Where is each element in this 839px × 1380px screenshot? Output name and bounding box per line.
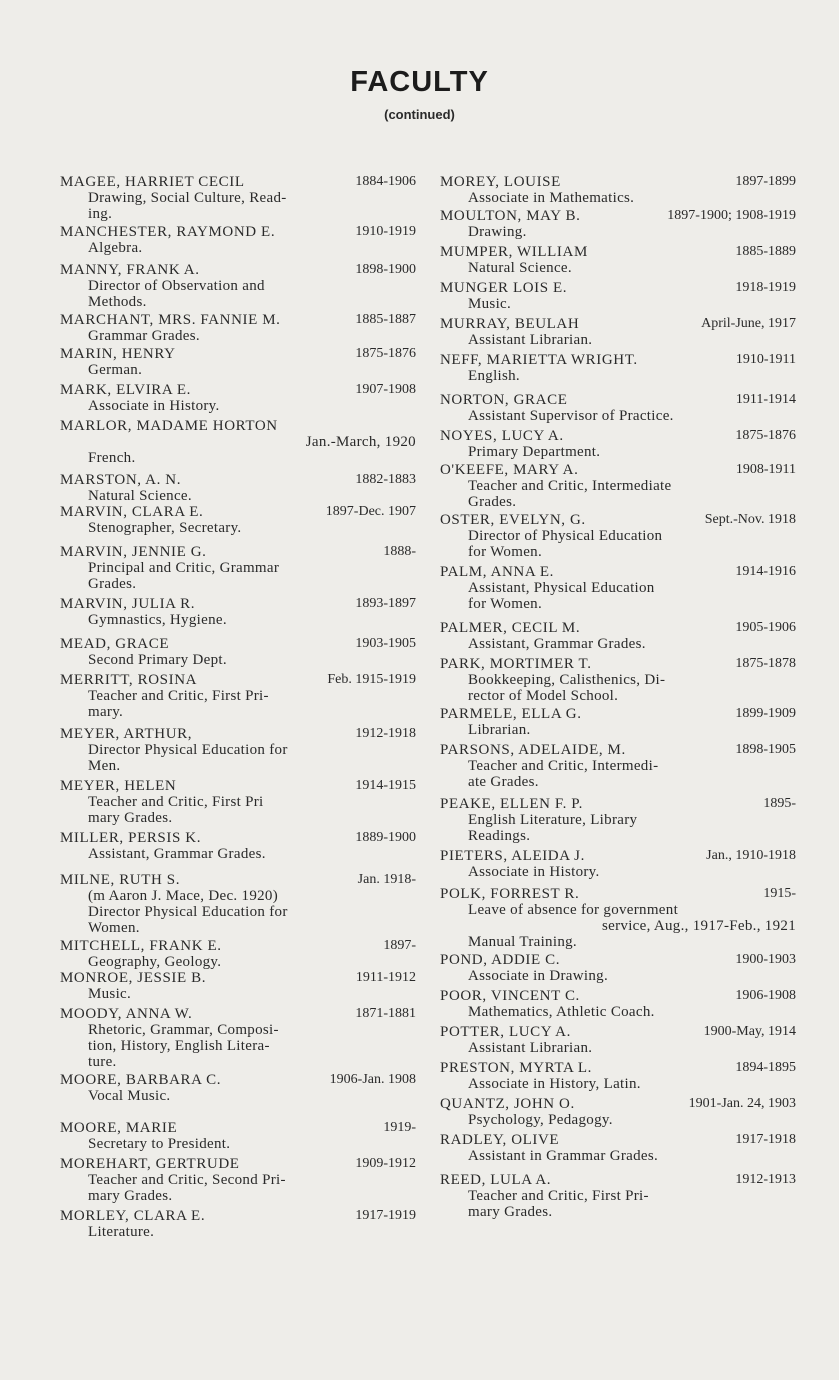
service-dates: 1909-1912	[355, 1156, 416, 1171]
service-dates: 1906-1908	[735, 988, 796, 1003]
service-dates: 1897-1900; 1908-1919	[667, 208, 796, 223]
entry-description-line: Women.	[88, 920, 140, 936]
faculty-name: MARVIN, JULIA R.	[60, 596, 196, 612]
page-title: FACULTY	[350, 66, 489, 98]
service-dates: 1903-1905	[355, 636, 416, 651]
faculty-name: MARK, ELVIRA E.	[60, 382, 191, 398]
entry-heading	[60, 1208, 416, 1224]
entry-description-line: Teacher and Critic, First Pri-	[468, 1188, 649, 1204]
entry-description-line: ing.	[88, 206, 113, 222]
faculty-entry	[60, 938, 416, 970]
faculty-entry	[440, 564, 796, 612]
faculty-entry	[440, 848, 796, 880]
entry-description-line: Assistant, Grammar Grades.	[88, 846, 266, 862]
faculty-entry	[440, 1024, 796, 1056]
entry-description-line: Grades.	[468, 494, 517, 510]
entry-description-line: mary Grades.	[88, 1188, 173, 1204]
faculty-entry	[60, 636, 416, 668]
entry-description-line: mary Grades.	[468, 1204, 553, 1220]
service-dates: 1899-1909	[735, 706, 796, 721]
entry-description-line: Gymnastics, Hygiene.	[88, 612, 227, 628]
faculty-name: MANCHESTER, RAYMOND E.	[60, 224, 276, 240]
entry-heading	[440, 1060, 796, 1076]
faculty-entry	[440, 208, 796, 240]
faculty-entry	[440, 392, 796, 424]
entry-heading	[60, 504, 416, 520]
entry-heading	[440, 952, 796, 968]
faculty-name: POTTER, LUCY A.	[440, 1024, 571, 1040]
entry-heading	[440, 620, 796, 636]
entry-description-line: Assistant Librarian.	[468, 1040, 593, 1056]
entry-description-line: Director Physical Education for	[88, 904, 288, 920]
service-dates: 1889-1900	[355, 830, 416, 845]
faculty-name: MARSTON, A. N.	[60, 472, 182, 488]
entry-description-line: Jan.-March, 1920	[305, 434, 416, 450]
service-dates: 1917-1919	[355, 1208, 416, 1223]
service-dates: 1882-1883	[355, 472, 416, 487]
faculty-name: QUANTZ, JOHN O.	[440, 1096, 575, 1112]
entry-description-line: Second Primary Dept.	[88, 652, 227, 668]
service-dates: 1871-1881	[355, 1006, 416, 1021]
entry-description-line: Associate in Mathematics.	[468, 190, 635, 206]
faculty-entry	[60, 382, 416, 414]
entry-heading	[60, 544, 416, 560]
service-dates: 1898-1905	[735, 742, 796, 757]
faculty-name: MARVIN, CLARA E.	[60, 504, 204, 520]
service-dates: 1917-1918	[735, 1132, 796, 1147]
service-dates: 1875-1876	[735, 428, 796, 443]
faculty-name: PARMELE, ELLA G.	[440, 706, 582, 722]
entry-heading	[60, 872, 416, 888]
service-dates: 1911-1914	[735, 392, 796, 407]
entry-description-line: Literature.	[88, 1224, 155, 1240]
page-subtitle: (continued)	[384, 107, 455, 122]
entry-heading	[440, 280, 796, 296]
faculty-entry	[60, 472, 416, 504]
faculty-entry	[440, 796, 796, 844]
entry-heading	[440, 656, 796, 672]
faculty-name: MUMPER, WILLIAM	[440, 244, 588, 260]
entry-heading	[60, 1072, 416, 1088]
service-dates: 1900-1903	[735, 952, 796, 967]
faculty-name: PIETERS, ALEIDA J.	[440, 848, 585, 864]
entry-description-line: Methods.	[88, 294, 147, 310]
faculty-name: MOODY, ANNA W.	[60, 1006, 193, 1022]
service-dates: 1914-1915	[355, 778, 416, 793]
entry-heading	[60, 636, 416, 652]
entry-heading	[60, 672, 416, 688]
faculty-name: OSTER, EVELYN, G.	[440, 512, 586, 528]
faculty-name: MAGEE, HARRIET CECIL	[60, 174, 245, 190]
entry-heading	[440, 742, 796, 758]
faculty-entry	[440, 1132, 796, 1164]
faculty-entry	[60, 312, 416, 344]
service-dates: Jan. 1918-	[357, 872, 416, 887]
entry-heading	[60, 346, 416, 362]
entry-description-line: Secretary to President.	[88, 1136, 231, 1152]
entry-description-line: Music.	[468, 296, 512, 312]
entry-description-line: German.	[88, 362, 143, 378]
entry-description-line: Stenographer, Secretary.	[88, 520, 242, 536]
faculty-entry	[60, 1156, 416, 1204]
entry-description-line: Drawing, Social Culture, Read-	[88, 190, 287, 206]
service-dates: 1901-Jan. 24, 1903	[688, 1096, 796, 1111]
faculty-entry	[60, 778, 416, 826]
entry-description-line: Leave of absence for government	[468, 902, 679, 918]
service-dates: 1897-	[383, 938, 416, 953]
entry-heading	[60, 1006, 416, 1022]
entry-description-line: service, Aug., 1917-Feb., 1921	[602, 918, 796, 934]
service-dates: 1910-1919	[355, 224, 416, 239]
entry-description-line: ate Grades.	[468, 774, 539, 790]
faculty-name: MILLER, PERSIS K.	[60, 830, 202, 846]
entry-description-line: English.	[468, 368, 520, 384]
faculty-entry	[60, 726, 416, 774]
entry-heading	[440, 1172, 796, 1188]
entry-description-line: Associate in History.	[88, 398, 220, 414]
entry-description-line: Teacher and Critic, First Pri-	[88, 688, 269, 704]
entry-heading	[440, 706, 796, 722]
entry-description-line: rector of Model School.	[468, 688, 619, 704]
service-dates: 1888-	[383, 544, 416, 559]
entry-heading	[60, 1156, 416, 1172]
entry-description-line: Algebra.	[88, 240, 143, 256]
faculty-name: POLK, FORREST R.	[440, 886, 580, 902]
faculty-entry	[60, 1208, 416, 1240]
entry-description-line: mary.	[88, 704, 124, 720]
entry-heading	[440, 316, 796, 332]
entry-description-line: Natural Science.	[88, 488, 192, 504]
entry-description-line: Librarian.	[468, 722, 531, 738]
faculty-name: MORLEY, CLARA E.	[60, 1208, 206, 1224]
faculty-entry	[440, 462, 796, 510]
service-dates: 1894-1895	[735, 1060, 796, 1075]
entry-description-line: Natural Science.	[468, 260, 572, 276]
faculty-entry	[60, 504, 416, 536]
service-dates: 1908-1911	[735, 462, 796, 477]
faculty-entry	[60, 970, 416, 1002]
entry-heading	[440, 392, 796, 408]
service-dates: 1898-1900	[355, 262, 416, 277]
faculty-name: REED, LULA A.	[440, 1172, 552, 1188]
entry-heading	[440, 848, 796, 864]
faculty-entry	[60, 262, 416, 310]
faculty-name: PARK, MORTIMER T.	[440, 656, 592, 672]
faculty-entry	[440, 352, 796, 384]
service-dates: 1897-1899	[735, 174, 796, 189]
faculty-entry	[440, 742, 796, 790]
entry-heading	[60, 726, 416, 742]
faculty-name: MEYER, ARTHUR,	[60, 726, 193, 742]
entry-heading	[440, 244, 796, 260]
entry-heading	[60, 174, 416, 190]
entry-heading	[440, 208, 796, 224]
service-dates: 1897-Dec. 1907	[325, 504, 416, 519]
faculty-entry	[440, 1172, 796, 1220]
entry-description-line: Director of Physical Education	[468, 528, 663, 544]
faculty-entry	[440, 280, 796, 312]
service-dates: 1910-1911	[735, 352, 796, 367]
entry-description-line: Rhetoric, Grammar, Composi-	[88, 1022, 279, 1038]
faculty-name: POOR, VINCENT C.	[440, 988, 580, 1004]
faculty-entry	[60, 1120, 416, 1152]
entry-description-line: Mathematics, Athletic Coach.	[468, 1004, 655, 1020]
faculty-name: NEFF, MARIETTA WRIGHT.	[440, 352, 638, 368]
faculty-entry	[440, 512, 796, 560]
faculty-name: MONROE, JESSIE B.	[60, 970, 207, 986]
entry-description-line: Bookkeeping, Calisthenics, Di-	[468, 672, 666, 688]
service-dates: 1918-1919	[735, 280, 796, 295]
entry-description-line: Teacher and Critic, First Pri	[88, 794, 264, 810]
entry-heading	[440, 988, 796, 1004]
faculty-entry	[440, 988, 796, 1020]
faculty-entry	[440, 1060, 796, 1092]
faculty-name: PARSONS, ADELAIDE, M.	[440, 742, 626, 758]
faculty-entry	[60, 1006, 416, 1070]
entry-description-line: Grammar Grades.	[88, 328, 200, 344]
entry-heading	[440, 174, 796, 190]
entry-description-line: Assistant Librarian.	[468, 332, 593, 348]
entry-heading	[440, 1132, 796, 1148]
faculty-name: MARVIN, JENNIE G.	[60, 544, 207, 560]
entry-description-line: Director of Observation and	[88, 278, 265, 294]
faculty-name: MARLOR, MADAME HORTON	[60, 418, 278, 434]
faculty-entry	[440, 886, 796, 950]
service-dates: Feb. 1915-1919	[327, 672, 416, 687]
entry-description-line: Music.	[88, 986, 132, 1002]
faculty-entry	[60, 418, 416, 466]
faculty-entry	[60, 596, 416, 628]
faculty-entry	[440, 244, 796, 276]
service-dates: 1875-1878	[735, 656, 796, 671]
entry-description-line: Teacher and Critic, Second Pri-	[88, 1172, 286, 1188]
faculty-name: MITCHELL, FRANK E.	[60, 938, 222, 954]
entry-description-line: Drawing.	[468, 224, 527, 240]
entry-description-line: Grades.	[88, 576, 137, 592]
service-dates: 1900-May, 1914	[703, 1024, 796, 1039]
faculty-name: PALM, ANNA E.	[440, 564, 554, 580]
service-dates: 1919-	[383, 1120, 416, 1135]
entry-description-line: Associate in History, Latin.	[468, 1076, 641, 1092]
service-dates: Sept.-Nov. 1918	[704, 512, 796, 527]
faculty-entry	[440, 428, 796, 460]
faculty-name: MUNGER LOIS E.	[440, 280, 568, 296]
entry-heading	[440, 564, 796, 580]
service-dates: 1885-1889	[735, 244, 796, 259]
entry-description-line: for Women.	[468, 544, 543, 560]
faculty-entry	[60, 830, 416, 862]
service-dates: April-June, 1917	[701, 316, 796, 331]
faculty-name: MEYER, HELEN	[60, 778, 177, 794]
faculty-name: O'KEEFE, MARY A.	[440, 462, 579, 478]
faculty-entry	[440, 952, 796, 984]
entry-heading	[60, 382, 416, 398]
faculty-name: MILNE, RUTH S.	[60, 872, 181, 888]
entry-description-line: Men.	[88, 758, 121, 774]
service-dates: 1912-1913	[735, 1172, 796, 1187]
entry-description-line: English Literature, Library	[468, 812, 638, 828]
entry-heading	[60, 970, 416, 986]
faculty-name: MURRAY, BEULAH	[440, 316, 580, 332]
faculty-entry	[440, 706, 796, 738]
entry-description-line: Principal and Critic, Grammar	[88, 560, 280, 576]
entry-description-line: (m Aaron J. Mace, Dec. 1920)	[88, 888, 279, 904]
faculty-entry	[60, 224, 416, 256]
entry-description-line: Primary Department.	[468, 444, 601, 460]
faculty-entry	[440, 656, 796, 704]
entry-description-line: Assistant, Physical Education	[468, 580, 655, 596]
entry-heading	[440, 1024, 796, 1040]
service-dates: 1875-1876	[355, 346, 416, 361]
faculty-entry	[60, 346, 416, 378]
entry-description-line: Geography, Geology.	[88, 954, 222, 970]
service-dates: 1907-1908	[355, 382, 416, 397]
service-dates: 1906-Jan. 1908	[329, 1072, 416, 1087]
faculty-name: PEAKE, ELLEN F. P.	[440, 796, 583, 812]
entry-heading	[60, 312, 416, 328]
entry-heading	[60, 224, 416, 240]
faculty-name: MOREHART, GERTRUDE	[60, 1156, 240, 1172]
entry-heading	[60, 830, 416, 846]
faculty-name: MANNY, FRANK A.	[60, 262, 200, 278]
entry-description-line: tion, History, English Litera-	[88, 1038, 270, 1054]
entry-heading	[60, 938, 416, 954]
faculty-name: PALMER, CECIL M.	[440, 620, 581, 636]
service-dates: 1884-1906	[355, 174, 416, 189]
faculty-entry	[60, 672, 416, 720]
entry-description-line: ture.	[88, 1054, 117, 1070]
entry-description-line: French.	[88, 450, 136, 466]
entry-description-line: Associate in Drawing.	[468, 968, 609, 984]
service-dates: 1893-1897	[355, 596, 416, 611]
entry-description-line: Psychology, Pedagogy.	[468, 1112, 613, 1128]
service-dates: 1895-	[763, 796, 796, 811]
faculty-entry	[60, 1072, 416, 1104]
faculty-name: NOYES, LUCY A.	[440, 428, 564, 444]
faculty-entry	[440, 620, 796, 652]
service-dates: 1911-1912	[355, 970, 416, 985]
faculty-name: RADLEY, OLIVE	[440, 1132, 560, 1148]
entry-description-line: Readings.	[468, 828, 531, 844]
entry-heading	[440, 796, 796, 812]
service-dates: 1912-1918	[355, 726, 416, 741]
entry-description-line: Assistant in Grammar Grades.	[468, 1148, 659, 1164]
entry-heading	[60, 262, 416, 278]
faculty-name: NORTON, GRACE	[440, 392, 568, 408]
faculty-name: MEAD, GRACE	[60, 636, 170, 652]
faculty-name: MARCHANT, MRS. FANNIE M.	[60, 312, 281, 328]
faculty-entry	[60, 174, 416, 222]
faculty-entry	[60, 872, 416, 936]
entry-heading	[60, 1120, 416, 1136]
entry-heading	[440, 462, 796, 478]
entry-heading	[440, 512, 796, 528]
faculty-name: PRESTON, MYRTA L.	[440, 1060, 593, 1076]
entry-heading	[60, 472, 416, 488]
faculty-name: MOREY, LOUISE	[440, 174, 561, 190]
entry-description-line: Vocal Music.	[88, 1088, 171, 1104]
faculty-name: MERRITT, ROSINA	[60, 672, 198, 688]
entry-description-line: Assistant Supervisor of Practice.	[468, 408, 674, 424]
service-dates: 1905-1906	[735, 620, 796, 635]
entry-description-line: Teacher and Critic, Intermedi-	[468, 758, 659, 774]
entry-description-line: Assistant, Grammar Grades.	[468, 636, 646, 652]
faculty-entry	[440, 1096, 796, 1128]
entry-description-line: Director Physical Education for	[88, 742, 288, 758]
entry-heading	[440, 352, 796, 368]
entry-heading	[440, 1096, 796, 1112]
faculty-name: MOULTON, MAY B.	[440, 208, 581, 224]
entry-heading	[60, 596, 416, 612]
entry-description-line: for Women.	[468, 596, 543, 612]
entry-heading	[440, 886, 796, 902]
faculty-name: MOORE, BARBARA C.	[60, 1072, 222, 1088]
faculty-name: POND, ADDIE C.	[440, 952, 561, 968]
entry-description-line: Associate in History.	[468, 864, 600, 880]
entry-description-line: mary Grades.	[88, 810, 173, 826]
entry-description-line: Manual Training.	[468, 934, 577, 950]
entry-description-line: Teacher and Critic, Intermediate	[468, 478, 672, 494]
entry-heading	[60, 418, 416, 434]
faculty-name: MARIN, HENRY	[60, 346, 176, 362]
faculty-entry	[440, 174, 796, 206]
service-dates: 1885-1887	[355, 312, 416, 327]
faculty-entry	[60, 544, 416, 592]
service-dates: 1915-	[763, 886, 796, 901]
entry-heading	[60, 778, 416, 794]
faculty-entry	[440, 316, 796, 348]
service-dates: 1914-1916	[735, 564, 796, 579]
service-dates: Jan., 1910-1918	[706, 848, 796, 863]
entry-heading	[440, 428, 796, 444]
faculty-name: MOORE, MARIE	[60, 1120, 178, 1136]
